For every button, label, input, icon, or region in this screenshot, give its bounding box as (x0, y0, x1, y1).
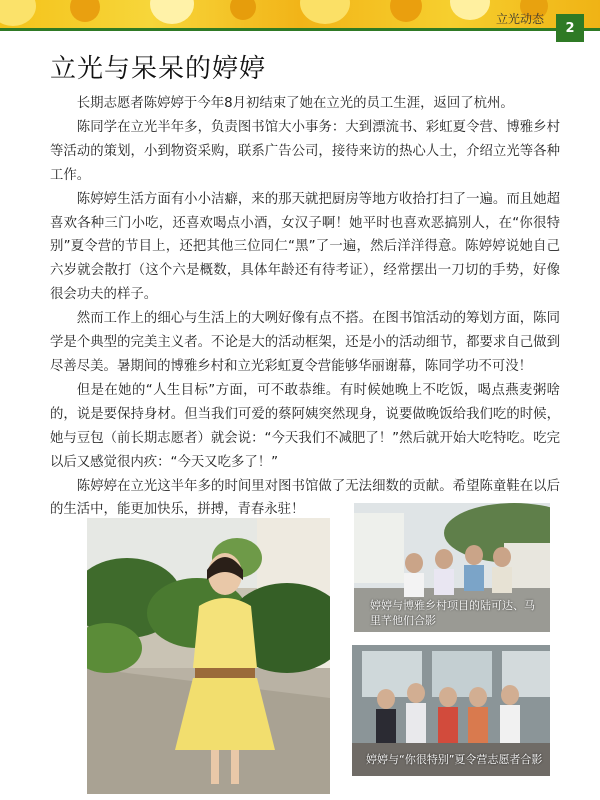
article-paragraph: 陈婷婷生活方面有小小洁癖，来的那天就把厨房等地方收拾打扫了一遍。而且她超喜欢各种三门小吃，还喜欢喝点小酒，女汉子啊！她平时也喜欢恶搞别人，在“你很特别”夏令营的节目上，还把其他三位同仁“黑”了一遍，然后洋洋得意。陈婷婷说她自己六岁就会散打（这个六是概数，具体年龄还有待考证），经常摆出一刀切的手势，好像很会功夫的样子。 (50, 191, 560, 303)
portrait-photo (87, 518, 330, 794)
banner-decoration (450, 0, 490, 20)
banner-decoration (390, 0, 422, 22)
banner-decoration (0, 0, 36, 26)
group-photo-village (354, 503, 550, 632)
article-title: 立光与呆呆的婷婷 (50, 54, 267, 84)
page-number-badge: 2 (556, 14, 584, 42)
section-label: 立光动态 (496, 12, 545, 26)
article-paragraph: 但是在她的“人生目标”方面，可不敢恭维。有时候她晚上不吃饭，喝点燕麦粥啥的，说是要保持身材。但当我们可爱的蔡阿姨突然现身，说要做晚饭给我们吃的时候，她与豆包（前长期志愿者）就会说：“今天我们不减肥了！”然后就开始大吃特吃。吃完以后又感觉很内疚：“今天又吃多了！” (50, 382, 560, 470)
header-rule (0, 28, 600, 31)
banner-decoration (230, 0, 256, 20)
photo-caption: 婷婷与“你很特别”夏令营志愿者合影 (366, 753, 543, 766)
group-photo-camp (352, 645, 550, 776)
article-paragraph: 然而工作上的细心与生活上的大咧好像有点不搭。在图书馆活动的筹划方面，陈同学是个典型的完美主义者。不论是大的活动框架，还是小的活动细节，都要求自己做到尽善尽美。暑期间的博雅乡村和立光彩虹夏令营能够华丽谢幕，陈同学功不可没！ (50, 311, 560, 374)
article-paragraph: 陈婷婷在立光这半年多的时间里对图书馆做了无法细数的贡献。希望陈童鞋在以后的生活中，能更加快乐，拼搏，青春永驻！ (50, 478, 560, 518)
article-paragraph: 长期志愿者陈婷婷于今年8月初结束了她在立光的员工生涯，返回了杭州。 (76, 96, 514, 111)
article-paragraph: 陈同学在立光半年多，负责图书馆大小事务：大到漂流书、彩虹夏令营、博雅乡村等活动的策划，小到物资采购，联系广告公司，接待来访的热心人士，介绍立光等各种工作。 (50, 119, 560, 183)
article-body (50, 92, 560, 522)
banner-decoration (150, 0, 194, 24)
photo-caption: 婷婷与博雅乡村项目的陆可达、马里芊他们合影 (370, 599, 535, 627)
banner-decoration (300, 0, 350, 24)
banner-decoration (70, 0, 100, 22)
